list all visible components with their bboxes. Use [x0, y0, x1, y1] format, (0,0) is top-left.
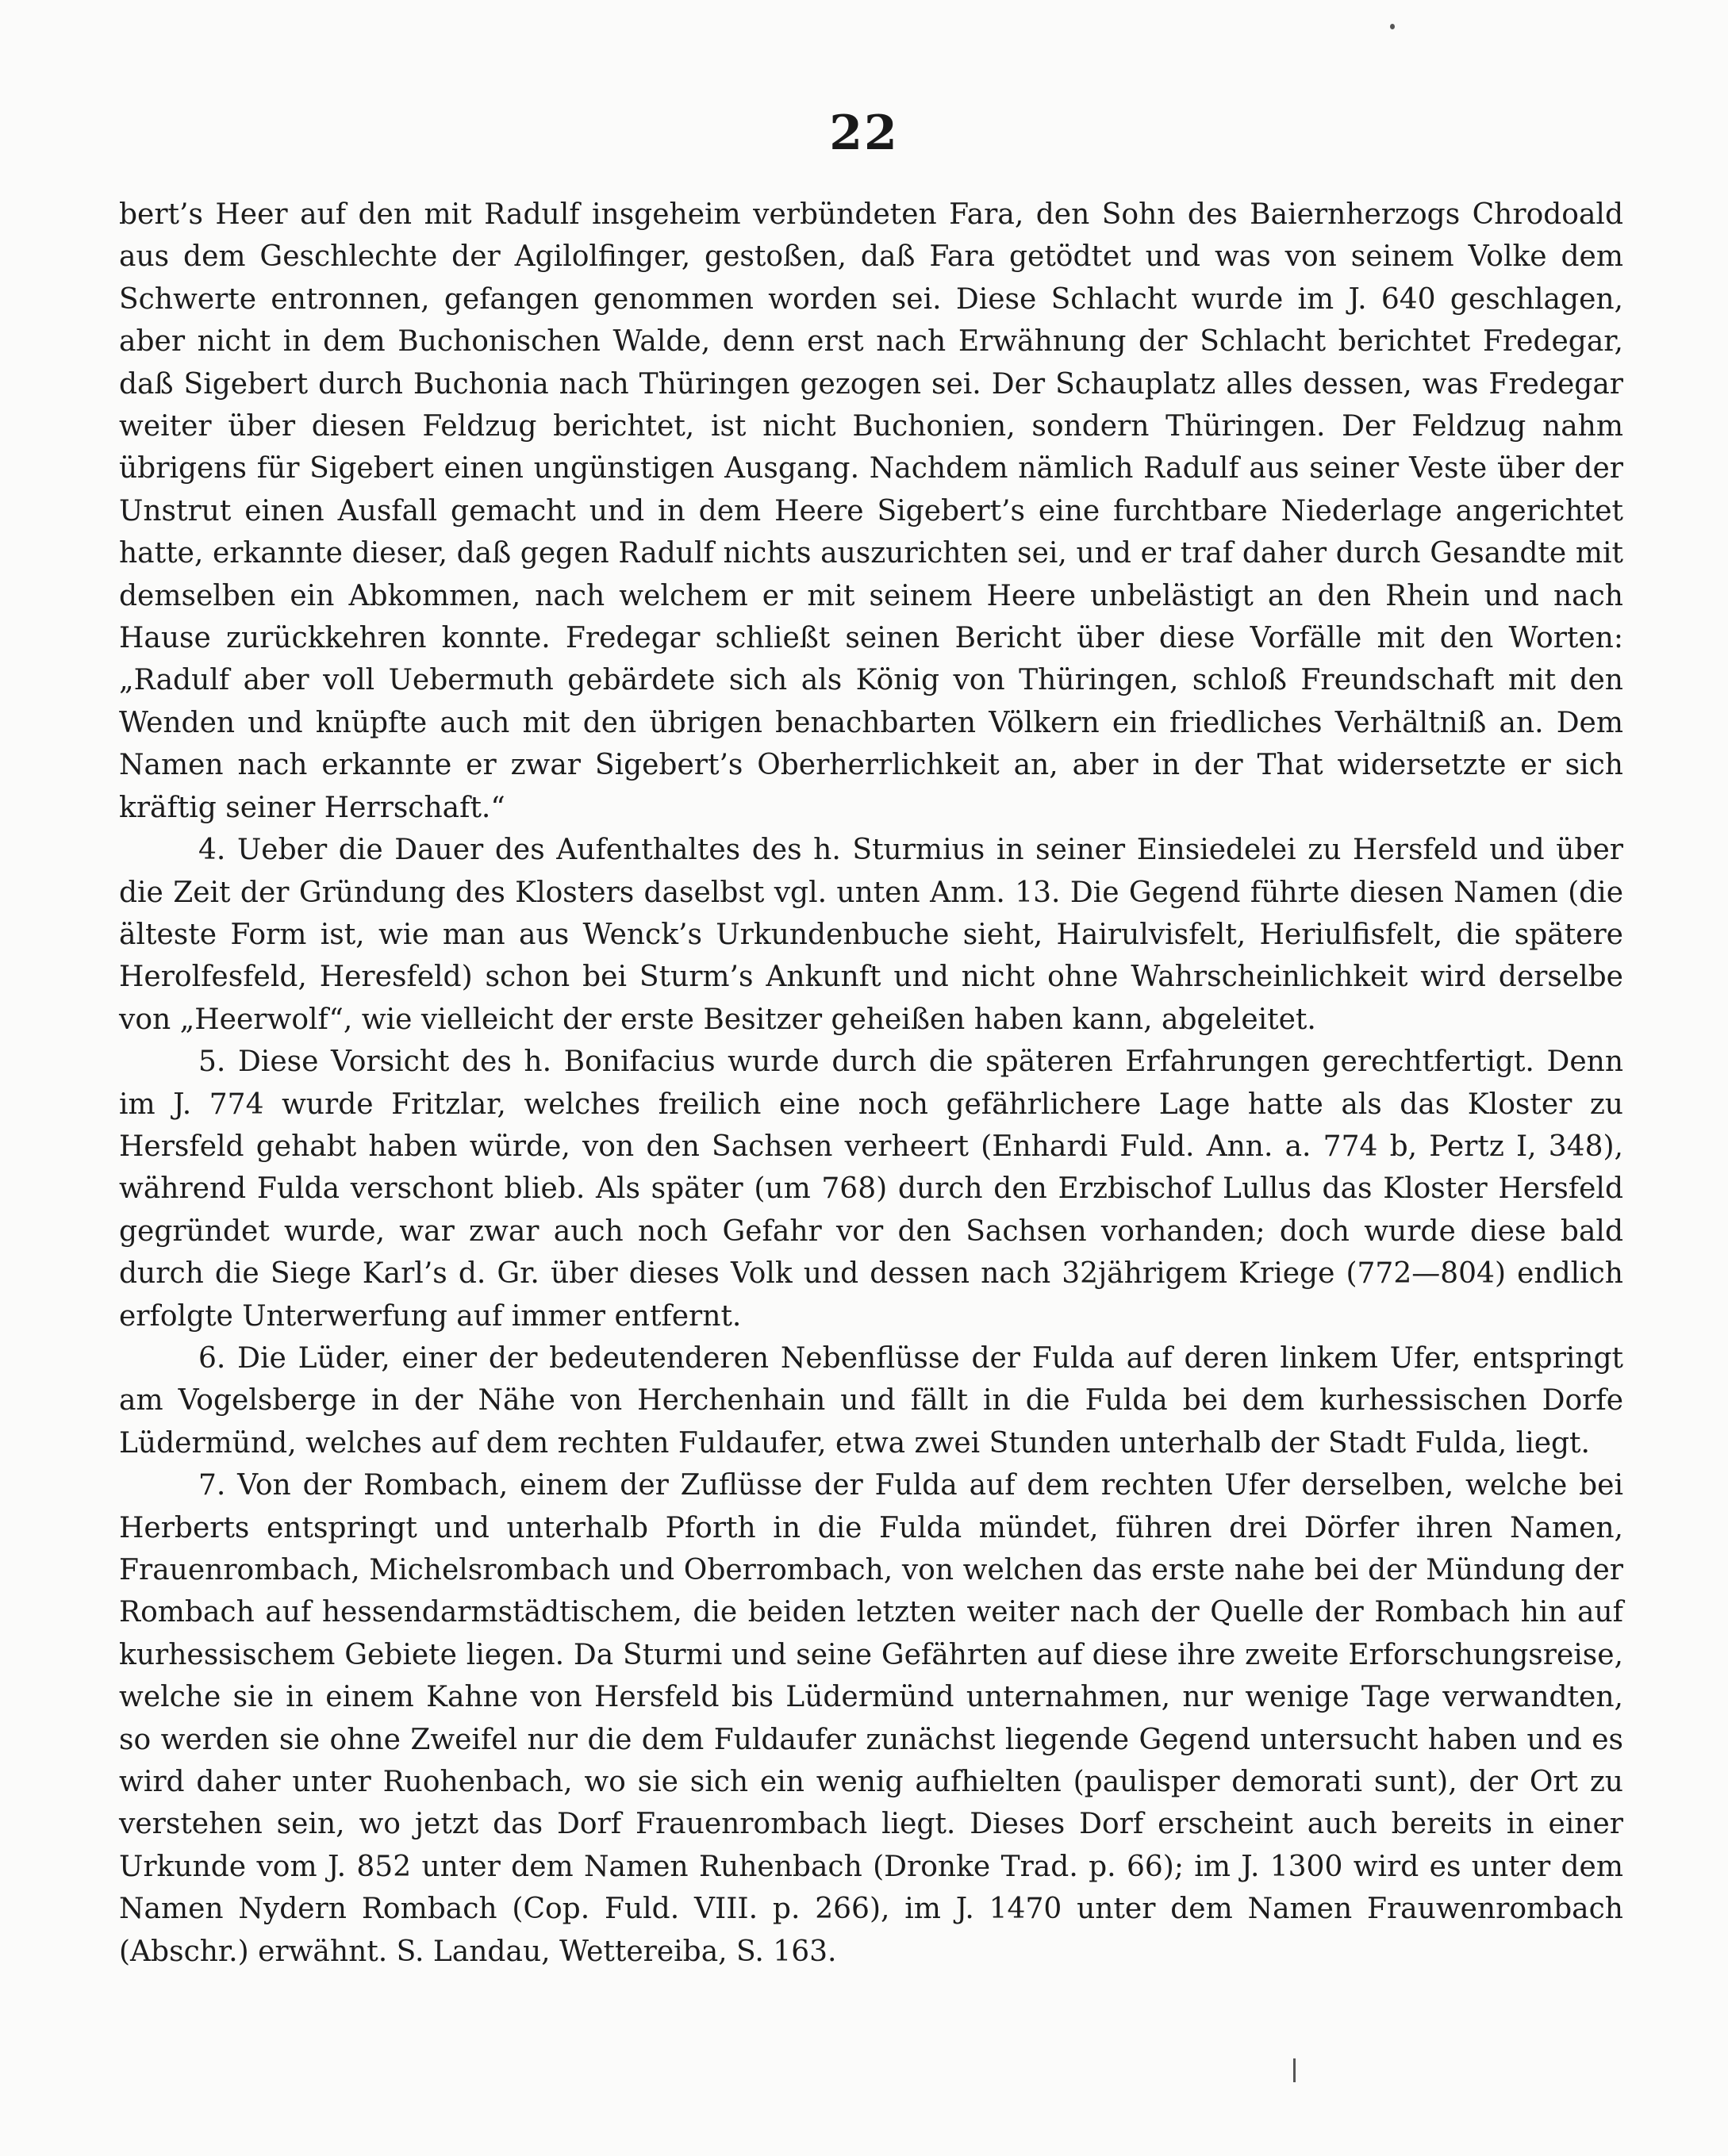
note-5-paragraph: 5. Diese Vorsicht des h. Bonifacius wurde durch die späteren Erfahrungen gerechtfertigt. Denn im J. 774 wurde Fritzlar, welches freilich eine noch gefährlichere Lage hatte als das Kloster zu Hersfeld gehabt haben würde, von den Sachsen verheert (Enhardi Fuld. Ann. a. 774 b, Pertz I, 348), während Fulda verschont blieb. Als später (um 768) durch den Erzbischof Lullus das Kloster Hersfeld gegründet wurde, war zwar auch noch Gefahr vor den Sachsen vorhanden; doch wurde diese bald durch die Siege Karl’s d. Gr. über dieses Volk und dessen nach 32jährigem Kriege (772—804) endlich erfolgte Unterwerfung auf immer entfernt.: [119, 1045, 1623, 1333]
ink-mark-bottom: [1293, 2058, 1296, 2082]
note-6-paragraph: 6. Die Lüder, einer der bedeutenderen Nebenflüsse der Fulda auf deren linkem Ufer, entspringt am Vogelsberge in der Nähe von Herchenhain und fällt in die Fulda bei dem kurhessischen Dorfe Lüdermünd, welches auf dem rechten Fuldaufer, etwa zwei Stunden unterhalb der Stadt Fulda, liegt.: [119, 1341, 1623, 1460]
note-7-paragraph: 7. Von der Rombach, einem der Zuflüsse der Fulda auf dem rechten Ufer derselben, welche bei Herberts entspringt und unterhalb Pforth in die Fulda mündet, führen drei Dörfer ihren Namen, Frauenrombach, Michelsrombach und Oberrombach, von welchen das erste nahe bei der Mündung der Rombach auf hessendarmstädtischem, die beiden letzten weiter nach der Quelle der Rombach hin auf kurhessischem Gebiete liegen. Da Sturmi und seine Gefährten auf diese ihre zweite Erforschungsreise, welche sie in einem Kahne von Hersfeld bis Lüdermünd unternahmen, nur wenige Tage verwandten, so werden sie ohne Zweifel nur die dem Fuldaufer zunächst liegende Gegend untersucht haben und es wird daher unter Ruohenbach, wo sie sich ein wenig aufhielten (paulisper demorati sunt), der Ort zu verstehen sein, wo jetzt das Dorf Frauenrombach liegt. Dieses Dorf erscheint auch bereits in einer Urkunde vom J. 852 unter dem Namen Ruhenbach (Dronke Trad. p. 66); im J. 1300 wird es unter dem Namen Nydern Rombach (Cop. Fuld. VIII. p. 266), im J. 1470 unter dem Namen Frauwenrombach (Abschr.) erwähnt. S. Landau, Wettereiba, S. 163.: [119, 1469, 1623, 1968]
note-4-paragraph: 4. Ueber die Dauer des Aufenthaltes des h. Sturmius in seiner Einsiedelei zu Hersfeld und über die Zeit der Gründung des Klosters daselbst vgl. unten Anm. 13. Die Gegend führte diesen Namen (die älteste Form ist, wie man aus Wenck’s Urkundenbuche sieht, Hairulvisfelt, Heriulfisfelt, die spätere Herolfesfeld, Heresfeld) schon bei Sturm’s Ankunft und nicht ohne Wahrscheinlichkeit wird derselbe von „Heerwolf“, wie vielleicht der erste Besitzer geheißen haben kann, abgeleitet.: [119, 834, 1623, 1036]
ink-speck-top: [1390, 24, 1395, 29]
continuation-paragraph: bert’s Heer auf den mit Radulf insgeheim verbündeten Fara, den Sohn des Baiernherzogs Chrodoald aus dem Geschlechte der Agilolfinger, gestoßen, daß Fara getödtet und was von seinem Volke dem Schwerte entronnen, gefangen genommen worden sei. Diese Schlacht wurde im J. 640 geschlagen, aber nicht in dem Buchonischen Walde, denn erst nach Erwähnung der Schlacht berichtet Fredegar, daß Sigebert durch Buchonia nach Thüringen gezogen sei. Der Schauplatz alles dessen, was Fredegar weiter über diesen Feldzug berichtet, ist nicht Buchonien, sondern Thüringen. Der Feldzug nahm übrigens für Sigebert einen ungünstigen Ausgang. Nachdem nämlich Radulf aus seiner Veste über der Unstrut einen Ausfall gemacht und in dem Heere Sigebert’s eine furchtbare Niederlage angerichtet hatte, erkannte dieser, daß gegen Radulf nichts auszurichten sei, und er traf daher durch Gesandte mit demselben ein Abkommen, nach welchem er mit seinem Heere unbelästigt an den Rhein und nach Hause zurückkehren konnte. Fredegar schließt seinen Bericht über diese Vorfälle mit den Worten: „Radulf aber voll Uebermuth gebärdete sich als König von Thüringen, schloß Freundschaft mit den Wenden und knüpfte auch mit den übrigen benachbarten Völkern ein friedliches Verhältniß an. Dem Namen nach erkannte er zwar Sigebert’s Oberherrlichkeit an, aber in der That widersetzte er sich kräftig seiner Herrschaft.“: [119, 198, 1623, 824]
page-number: 22: [829, 105, 899, 161]
footnotes-body: [119, 194, 1623, 1973]
